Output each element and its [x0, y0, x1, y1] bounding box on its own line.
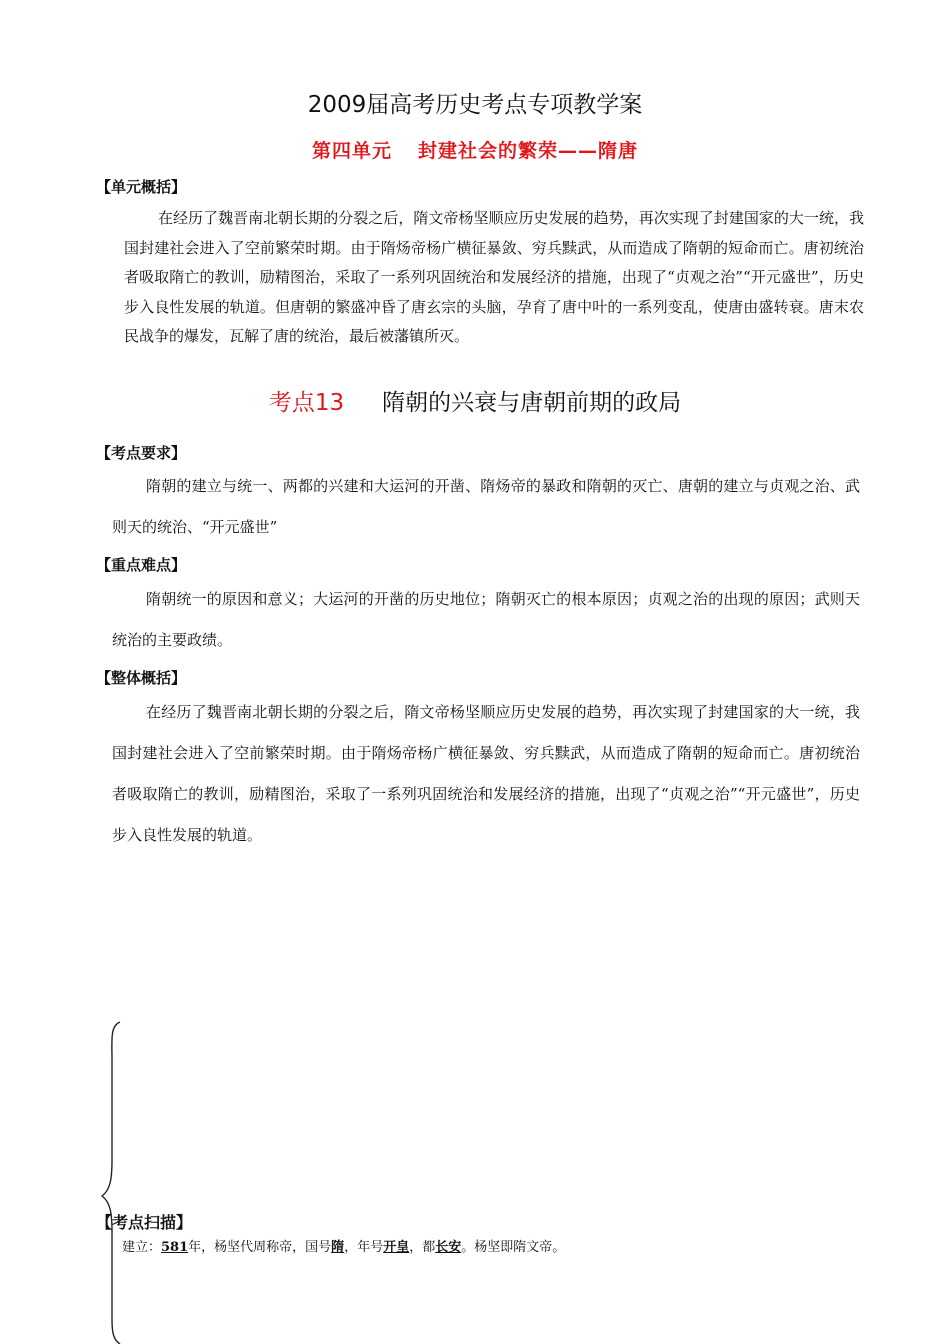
left-brace-icon: [100, 1020, 124, 1344]
scan-capital: 长安: [435, 1240, 462, 1255]
key-points-text: 隋朝统一的原因和意义；大运河的开凿的历史地位；隋朝灭亡的根本原因；贞观之治的出现的原因；武则天统治的主要政绩。: [112, 590, 860, 649]
key-points-label: 【重点难点】: [96, 556, 187, 574]
document-title: 2009届高考历史考点专项教学案: [307, 92, 643, 118]
unit-summary-text: 在经历了魏晋南北朝长期的分裂之后，隋文帝杨坚顺应历史发展的趋势，再次实现了封建国家的大一统，我国封建社会进入了空前繁荣时期。由于隋炀帝杨广横征暴敛、穷兵黩武，从而造成了隋朝的短命而亡。唐初统治者吸取隋亡的教训，励精图治，采取了一系列巩固统治和发展经济的措施，出现了“贞观之治”“开元盛世”，历史步入良性发展的轨道。但唐朝的繁盛冲昏了唐玄宗的头脑，孕育了唐中叶的一系列变乱，使唐由盛转衰。唐末农民战争的爆发，瓦解了唐的统治，最后被藩镇所灭。: [124, 209, 864, 345]
kaodian-heading: [0, 384, 950, 417]
overall-summary-text: 在经历了魏晋南北朝长期的分裂之后，隋文帝杨坚顺应历史发展的趋势，再次实现了封建国家的大一统，我国封建社会进入了空前繁荣时期。由于隋炀帝杨广横征暴敛、穷兵黩武，从而造成了隋朝的短命而亡。唐初统治者吸取隋亡的教训，励精图治，采取了一系列巩固统治和发展经济的措施，出现了“贞观之治”“开元盛世”，历史步入良性发展的轨道。: [112, 703, 860, 844]
kaodian-number: 考点13: [268, 390, 345, 416]
overall-summary-label: 【整体概括】: [96, 669, 187, 687]
unit-summary-label: 【单元概括】: [96, 178, 187, 196]
scan-era: 开皇: [383, 1240, 410, 1255]
requirements-label: 【考点要求】: [96, 444, 187, 462]
scan-text-2: ，年号: [344, 1240, 384, 1255]
scan-line: [122, 1236, 565, 1255]
scan-text-3: ，都: [409, 1240, 436, 1255]
requirements-text: 隋朝的建立与统一、两都的兴建和大运河的开凿、隋炀帝的暴政和隋朝的灭亡、唐朝的建立与贞观之治、武则天的统治、“开元盛世”: [112, 477, 860, 536]
scan-dynasty: 隋: [331, 1240, 345, 1255]
scan-text-4: 。杨坚即隋文帝。: [461, 1240, 566, 1255]
scan-year: 581: [161, 1240, 189, 1255]
kaodian-title: 隋朝的兴衰与唐朝前期的政局: [382, 390, 682, 416]
scan-prefix: 建立：: [122, 1240, 162, 1255]
unit-title: 封建社会的繁荣——隋唐: [418, 140, 639, 162]
scan-text-1: 年，杨坚代周称帝，国号: [188, 1240, 332, 1255]
unit-heading: [0, 136, 950, 163]
unit-number: 第四单元: [311, 140, 392, 162]
scan-label: 【考点扫描】: [96, 1213, 193, 1232]
